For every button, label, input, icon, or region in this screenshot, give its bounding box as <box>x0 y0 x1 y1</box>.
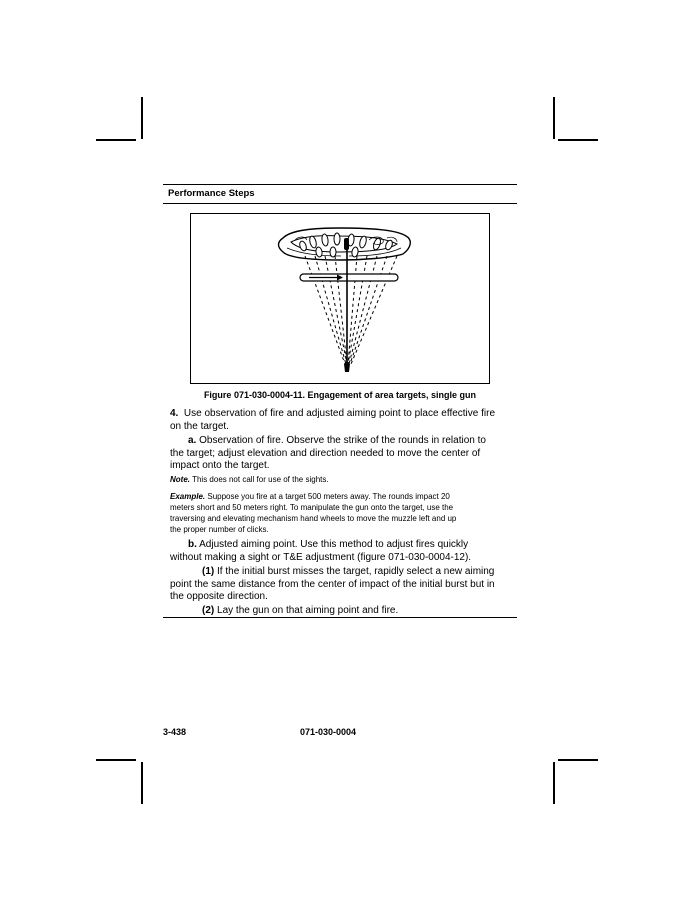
section-title: Performance Steps <box>168 188 255 199</box>
footer-page-number: 3-438 <box>163 727 187 737</box>
substep-2-paragraph <box>170 605 520 618</box>
note-label: Note. <box>170 475 190 484</box>
crop-mark-top-left-vertical <box>141 97 143 139</box>
step-4-paragraph <box>170 408 520 433</box>
example-paragraph <box>170 491 520 535</box>
step-4-number: 4. <box>170 408 179 419</box>
step-4-text-line1: Use observation of fire and adjusted aiming point to place effective fire <box>183 408 496 419</box>
substep-2-label: (2) <box>202 605 215 616</box>
note-text: This does not call for use of the sights. <box>192 475 329 484</box>
substep-1-label: (1) <box>202 566 215 577</box>
example-line1: Suppose you fire at a target 500 meters away. The rounds impact 20 <box>207 492 450 501</box>
step-4a-label: a. <box>188 435 197 446</box>
crop-mark-bottom-left-vertical <box>141 762 143 804</box>
area-target-engagement-illustration <box>191 214 488 382</box>
step-4b-label: b. <box>188 539 197 550</box>
crop-mark-top-right-vertical <box>553 97 555 139</box>
crop-mark-bottom-left-horizontal <box>96 759 136 761</box>
example-label: Example. <box>170 492 206 501</box>
section-end-rule <box>163 617 517 618</box>
center-aiming-marker <box>344 238 349 250</box>
example-line2: meters short and 50 meters right. To manipulate the gun onto the target, use the <box>170 503 454 512</box>
figure-caption: Figure 071-030-0004-11. Engagement of area targets, single gun <box>203 390 477 400</box>
example-line3: traversing and elevating mechanism hand wheels to move the muzzle left and up <box>170 514 457 523</box>
substep-1-line2: point the same distance from the center of impact of the initial burst but in <box>170 578 495 590</box>
figure-frame <box>190 213 490 384</box>
substep-2-text: Lay the gun on that aiming point and fire. <box>217 605 399 616</box>
crop-mark-top-right-horizontal <box>558 139 598 141</box>
step-4a-line2: the target; adjust elevation and direction needed to move the center of <box>170 447 481 459</box>
step-4a-line1: Observation of fire. Observe the strike of the rounds in relation to <box>199 435 486 446</box>
crop-mark-bottom-right-horizontal <box>558 759 598 761</box>
substep-1-line3: the opposite direction. <box>170 591 268 602</box>
step-4a-paragraph <box>170 435 520 473</box>
crop-mark-bottom-right-vertical <box>553 762 555 804</box>
step-4b-line1: Adjusted aiming point. Use this method to adjust fires quickly <box>199 539 469 550</box>
cone-of-fire-lines <box>305 256 397 364</box>
section-header <box>163 184 517 204</box>
note-paragraph <box>170 474 520 485</box>
step-4b-paragraph <box>170 539 520 564</box>
substep-1-paragraph <box>170 566 520 604</box>
substep-1-line1: If the initial burst misses the target, rapidly select a new aiming <box>217 566 495 577</box>
footer-task-number: 071-030-0004 <box>300 727 357 737</box>
example-line4: the proper number of clicks. <box>170 525 269 534</box>
step-4a-line3: impact onto the target. <box>170 460 270 471</box>
crop-mark-top-left-horizontal <box>96 139 136 141</box>
step-4b-line2: without making a sight or T&E adjustment (figure 071-030-0004-12). <box>170 551 472 563</box>
step-4-text-line2: on the target. <box>170 420 229 432</box>
